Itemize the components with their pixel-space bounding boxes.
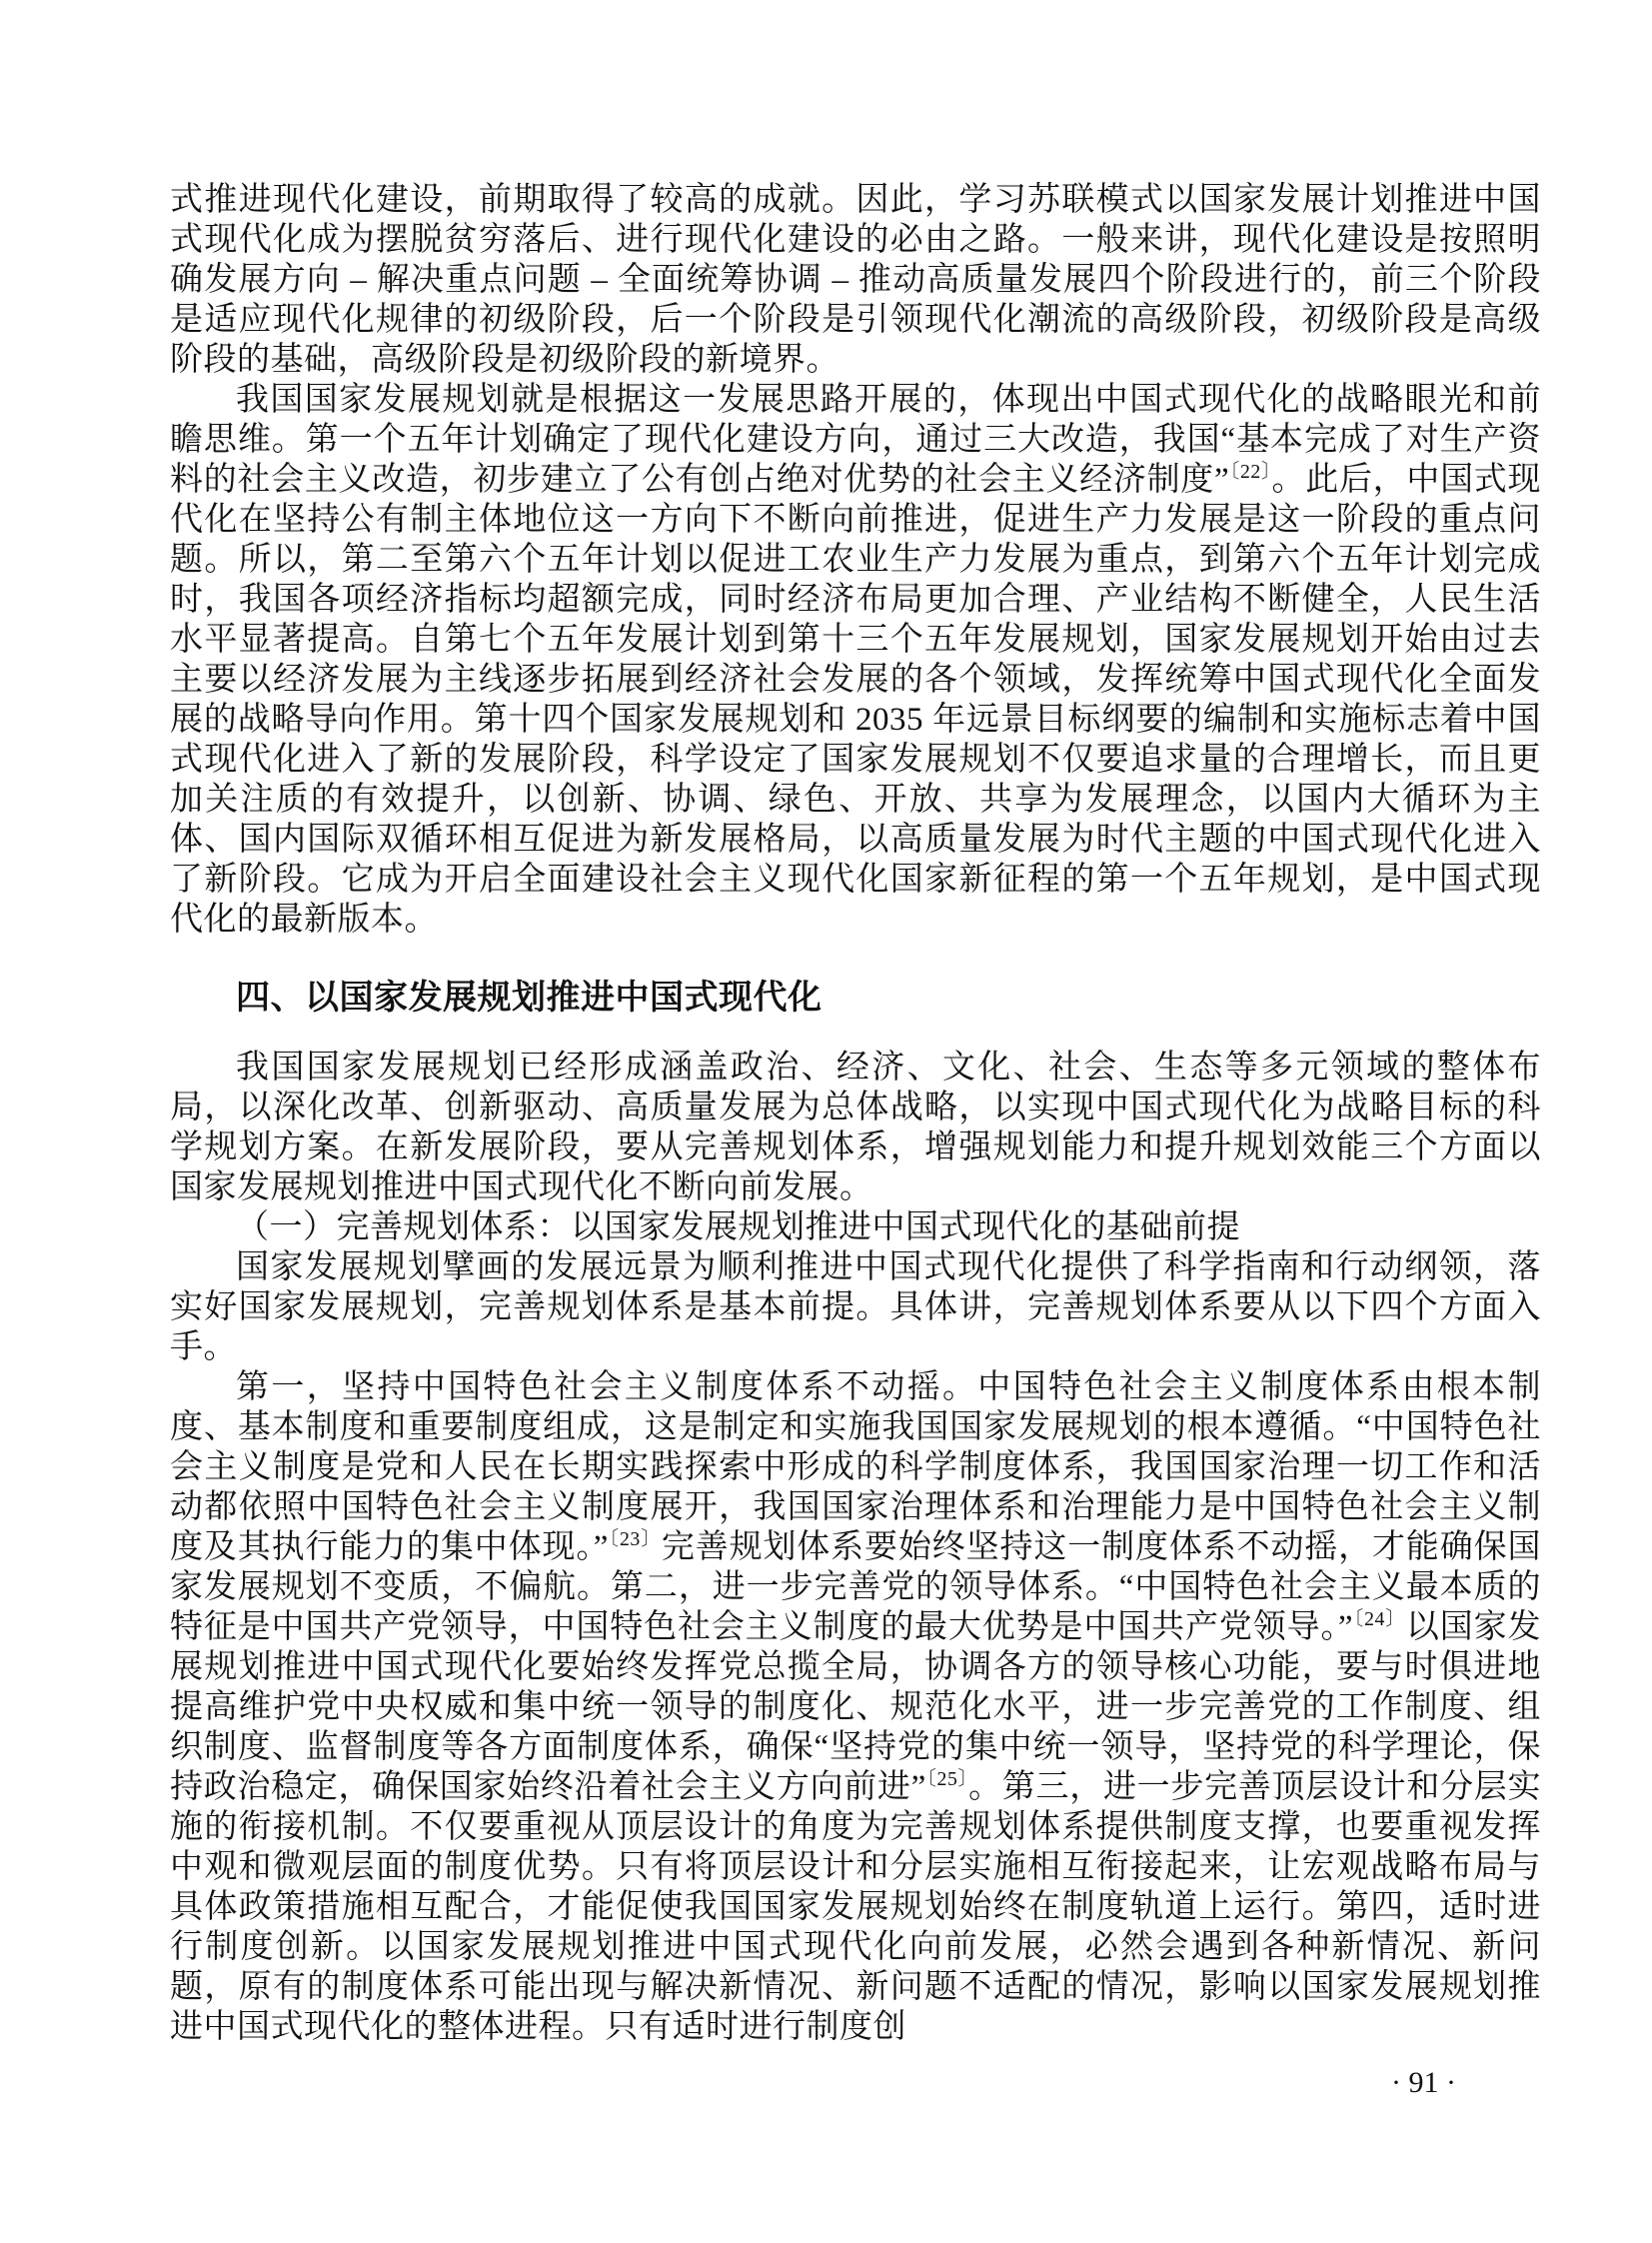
paragraph bbox=[170, 380, 1541, 940]
text-run: 以国家发展规划推进中国式现代化要始终发挥党总揽全局，协调各方的领导核心功能，要与时俱进地提高维护党中央权威和集中统一领导的制度化、规范化水平，进一步完善党的工作制度、组织制度、监督制度等各方面制度体系，确保“坚持党的集中统一领导，坚持党的科学理论，保持政治稳定，确保国家始终沿着社会主义方向前进” bbox=[170, 1609, 1542, 1805]
footnote-reference: 〔23〕 bbox=[608, 1528, 662, 1550]
document-body bbox=[170, 180, 1541, 2047]
footnote-reference: 〔24〕 bbox=[1352, 1608, 1406, 1630]
text-run: 。第三，进一步完善顶层设计和分层实施的衔接机制。不仅要重视从顶层设计的角度为完善规划体系提供制度支撑，也要重视发挥中观和微观层面的制度优势。只有将顶层设计和分层实施相互衔接起来，让宏观战略布局与具体政策措施相互配合，才能促使我国国家发展规划始终在制度轨道上运行。第四，适时进行制度创新。以国家发展规划推进中国式现代化向前发展，必然会遇到各种新情况、新问题，原有的制度体系可能出现与解决新情况、新问题不适配的情况，影响以国家发展规划推进中国式现代化的整体进程。只有适时进行制度创 bbox=[170, 1769, 1541, 2045]
text-run: 。此后，中国式现代化在坚持公有制主体地位这一方向下不断向前推进，促进生产力发展是这一阶段的重点问题。所以，第二至第六个五年计划以促进工农业生产力发展为重点，到第六个五年计划完成时，我国各项经济指标均超额完成，同时经济布局更加合理、产业结构不断健全，人民生活水平显著提高。自第七个五年发展计划到第十三个五年发展规划，国家发展规划开始由过去主要以经济发展为主线逐步拓展到经济社会发展的各个领域，发挥统筹中国式现代化全面发展的战略导向作用。第十四个国家发展规划和 2035 年远景目标纲要的编制和实施标志着中国式现代化进入了新的发展阶段，科学设定了国家发展规划不仅要追求量的合理增长，而且更加关注质的有效提升，以创新、协调、绿色、开放、共享为发展理念，以国内大循环为主体、国内国际双循环相互促进为新发展格局，以高质量发展为时代主题的中国式现代化进入了新阶段。它成为开启全面建设社会主义现代化国家新征程的第一个五年规划，是中国式现代化的最新版本。 bbox=[170, 462, 1541, 938]
text-run: 国家发展规划擘画的发展远景为顺利推进中国式现代化提供了科学指南和行动纲领，落实好国家发展规划，完善规划体系是基本前提。具体讲，完善规划体系要从以下四个方面入手。 bbox=[170, 1249, 1541, 1365]
text-run: （一）完善规划体系：以国家发展规划推进中国式现代化的基础前提 bbox=[236, 1209, 1240, 1245]
text-run: 完善规划体系要始终坚持这一制度体系不动摇，才能确保国家发展规划不变质，不偏航。第二，进一步完善党的领导体系。“中国特色社会主义最本质的特征是中国共产党领导，中国特色社会主义制度的最大优势是中国共产党领导。” bbox=[170, 1529, 1542, 1645]
footnote-reference: 〔22〕 bbox=[1229, 461, 1272, 483]
text-run: 我国国家发展规划就是根据这一发展思路开展的，体现出中国式现代化的战略眼光和前瞻思维。第一个五年计划确定了现代化建设方向，通过三大改造，我国“基本完成了对生产资料的社会主义改造，初步建立了公有创占绝对优势的社会主义经济制度” bbox=[170, 382, 1541, 498]
page-number: · 91 · bbox=[1391, 2066, 1456, 2099]
paragraph bbox=[170, 1247, 1541, 1367]
paragraph bbox=[170, 1048, 1541, 1207]
text-run: 我国国家发展规划已经形成涵盖政治、经济、文化、社会、生态等多元领域的整体布局，以深化改革、创新驱动、高质量发展为总体战略，以实现中国式现代化为战略目标的科学规划方案。在新发展阶段，要从完善规划体系，增强规划能力和提升规划效能三个方面以国家发展规划推进中国式现代化不断向前发展。 bbox=[170, 1050, 1541, 1205]
footnote-reference: 〔25〕 bbox=[925, 1768, 969, 1790]
section-heading bbox=[170, 978, 1541, 1018]
paragraph bbox=[170, 180, 1541, 380]
subsection-heading bbox=[170, 1207, 1541, 1247]
text-run: 式推进现代化建设，前期取得了较高的成就。因此，学习苏联模式以国家发展计划推进中国式现代化成为摆脱贫穷落后、进行现代化建设的必由之路。一般来讲，现代化建设是按照明确发展方向 – 解决重点问题 – 全面统筹协调 – 推动高质量发展四个阶段进行的，前三个阶段是适应现代化规律的初级阶段，后一个阶段是引领现代化潮流的高级阶段，初级阶段是高级阶段的基础，高级阶段是初级阶段的新境界。 bbox=[170, 182, 1541, 378]
paragraph bbox=[170, 1367, 1541, 2047]
text-run: 四、以国家发展规划推进中国式现代化 bbox=[236, 979, 823, 1017]
text-run: 第一，坚持中国特色社会主义制度体系不动摇。中国特色社会主义制度体系由根本制度、基本制度和重要制度组成，这是制定和实施我国国家发展规划的根本遵循。“中国特色社会主义制度是党和人民在长期实践探索中形成的科学制度体系，我国国家治理一切工作和活动都依照中国特色社会主义制度展开，我国国家治理体系和治理能力是中国特色社会主义制度及其执行能力的集中体现。” bbox=[170, 1369, 1541, 1565]
